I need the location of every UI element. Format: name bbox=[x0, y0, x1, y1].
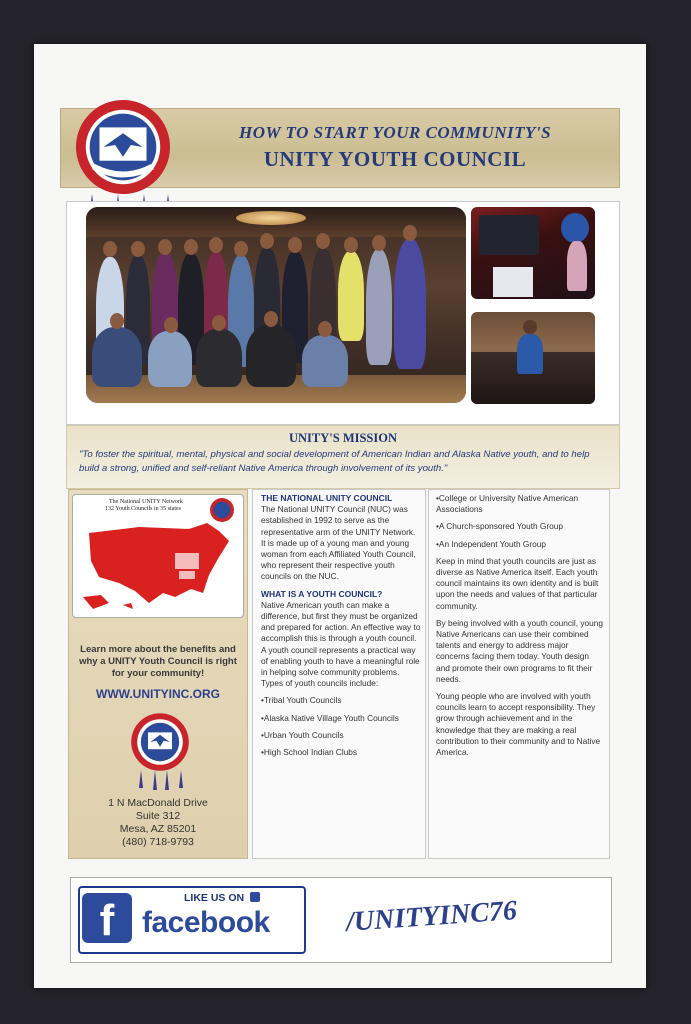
type-item: •An Independent Youth Group bbox=[436, 538, 546, 549]
unity-seal-small-logo bbox=[130, 712, 190, 772]
middle-text bbox=[261, 493, 421, 764]
address-block bbox=[74, 797, 242, 849]
involvement-paragraph: By being involved with a youth council, young Native Americans can use their combined talents and energy to address major concerns facing them today. Youth design and promote their own programs to fit their needs. bbox=[436, 617, 603, 684]
audience-photo bbox=[471, 312, 595, 404]
map-caption-1: The National UNITY Network bbox=[109, 499, 183, 505]
heading-national-council: THE NATIONAL UNITY COUNCIL bbox=[261, 493, 393, 503]
youth-council-paragraph: Native American youth can make a difference, but first they must be organized and prepared for action. An effective way to accomplish this is through a youth council. A youth council represents a practical way of enabling youth to have a meaningful role in helping solve community problems. Types of youth councils include: bbox=[261, 599, 421, 689]
thumbs-up-icon bbox=[250, 892, 260, 902]
right-text bbox=[436, 493, 604, 764]
facebook-wordmark: facebook bbox=[142, 906, 270, 939]
us-map-icon bbox=[79, 517, 239, 613]
heading-what-is-youth-council: WHAT IS A YOUTH COUNCIL? bbox=[261, 588, 383, 599]
flyer-page bbox=[34, 44, 646, 988]
type-item: •College or University Native American Associations bbox=[436, 493, 579, 515]
type-item: •A Church-sponsored Youth Group bbox=[436, 521, 563, 532]
phone-number: (480) 718-9793 bbox=[122, 836, 194, 848]
responsibility-paragraph: Young people who are involved with youth councils learn to accept responsibility. They grow through achievement and in the knowledge that they are making a real contribution to their community and to Native America. bbox=[436, 691, 601, 758]
address-line-3: Mesa, AZ 85201 bbox=[119, 823, 197, 835]
unity-seal-logo bbox=[74, 98, 172, 196]
group-photo bbox=[86, 207, 466, 403]
header-line1: HOW TO START YOUR COMMUNITY'S bbox=[238, 123, 552, 142]
speaker-photo bbox=[471, 207, 595, 299]
like-us-text: LIKE US ON bbox=[184, 892, 245, 904]
facebook-handle[interactable]: /UNITYINC76 bbox=[345, 895, 518, 938]
address-line-1: 1 N MacDonald Drive bbox=[108, 797, 208, 809]
mission-text: "To foster the spiritual, mental, physical and social development of American Indian and Alaska Native youth, and to help build a strong, unified and self-reliant Native America through involvement of its youth." bbox=[79, 449, 590, 474]
national-council-paragraph: The National UNITY Council (NUC) was established in 1992 to serve as the representative arm of the UNITY Network. It is made up of a young man and young woman from each Affiliated Youth Council, who represent their respective youth councils on the NUC. bbox=[261, 504, 416, 582]
mission-box bbox=[66, 425, 620, 489]
diversity-paragraph: Keep in mind that youth councils are just as diverse as Native America itself. Each youth council maintains its own identity and is built upon the needs and values of that particular community. bbox=[436, 555, 599, 611]
type-item: •High School Indian Clubs bbox=[261, 747, 358, 758]
header-line2: UNITY YOUTH COUNCIL bbox=[263, 147, 527, 171]
type-item: •Alaska Native Village Youth Councils bbox=[261, 712, 399, 723]
map-caption-2: 132 Youth Councils in 35 states bbox=[105, 506, 182, 512]
learn-more-text: Learn more about the benefits and why a UNITY Youth Council is right for your community! bbox=[79, 644, 237, 679]
network-map bbox=[72, 494, 244, 618]
facebook-f-icon: f bbox=[82, 893, 132, 943]
website-link[interactable]: WWW.UNITYINC.ORG bbox=[96, 687, 220, 701]
small-feathers-decoration bbox=[136, 770, 186, 792]
address-line-2: Suite 312 bbox=[135, 810, 181, 822]
type-item: •Tribal Youth Councils bbox=[261, 695, 342, 706]
type-item: •Urban Youth Councils bbox=[261, 729, 344, 740]
mission-title: UNITY'S MISSION bbox=[288, 431, 397, 445]
like-us-label bbox=[184, 892, 260, 904]
